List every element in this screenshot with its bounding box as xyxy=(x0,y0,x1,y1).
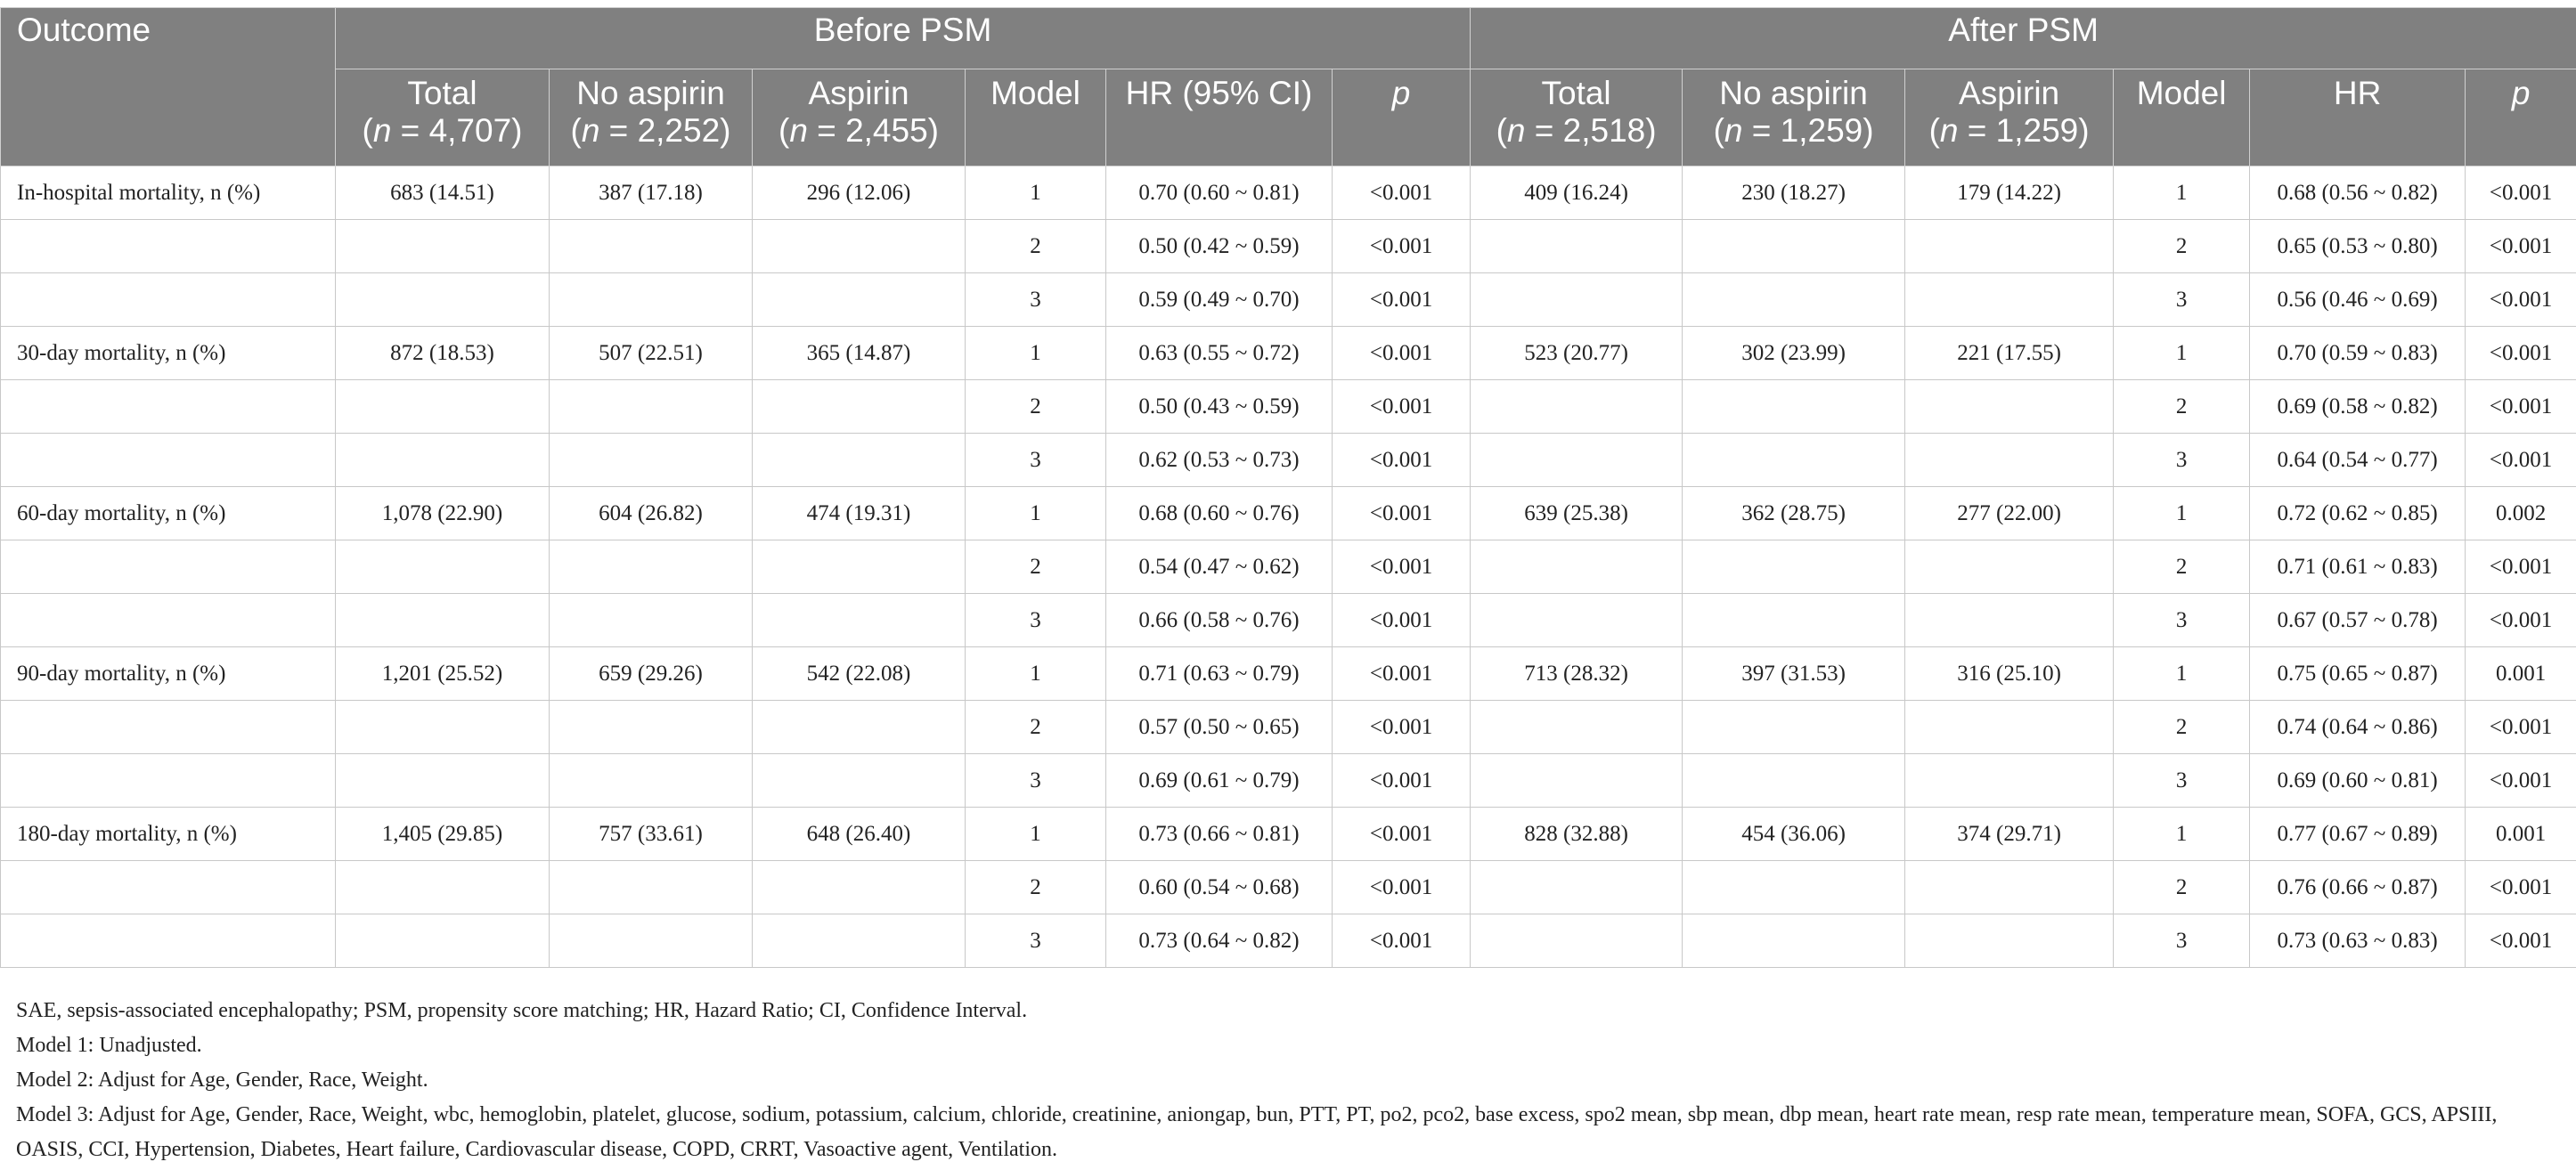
after-model-cell: 2 xyxy=(2114,380,2250,434)
after-aspirin-cell: 277 (22.00) xyxy=(1905,487,2114,540)
outcome-cell xyxy=(1,540,336,594)
before-model-cell: 3 xyxy=(966,434,1106,487)
after-total-cell xyxy=(1471,273,1683,327)
before-no-aspirin-header: No aspirin (n = 2,252) xyxy=(550,69,753,167)
after-total-cell: 828 (32.88) xyxy=(1471,808,1683,861)
before-aspirin-cell xyxy=(753,540,966,594)
after-model-cell: 1 xyxy=(2114,167,2250,220)
after-model-cell: 3 xyxy=(2114,594,2250,647)
outcome-cell: 30-day mortality, n (%) xyxy=(1,327,336,380)
before-total-cell xyxy=(336,754,550,808)
table-row xyxy=(1,167,2576,220)
before-psm-header: Before PSM xyxy=(336,8,1471,69)
before-model-cell: 2 xyxy=(966,861,1106,914)
after-model-cell: 3 xyxy=(2114,273,2250,327)
after-hr-cell: 0.75 (0.65 ~ 0.87) xyxy=(2250,647,2466,701)
footnote-model-1: Model 1: Unadjusted. xyxy=(16,1034,202,1057)
after-no-aspirin-cell xyxy=(1683,594,1905,647)
after-aspirin-cell xyxy=(1905,380,2114,434)
before-total-cell xyxy=(336,701,550,754)
before-hr-cell: 0.63 (0.55 ~ 0.72) xyxy=(1106,327,1333,380)
after-aspirin-cell xyxy=(1905,594,2114,647)
before-total-cell: 1,405 (29.85) xyxy=(336,808,550,861)
before-total-cell xyxy=(336,540,550,594)
before-hr-cell: 0.71 (0.63 ~ 0.79) xyxy=(1106,647,1333,701)
after-hr-cell: 0.74 (0.64 ~ 0.86) xyxy=(2250,701,2466,754)
after-aspirin-header: Aspirin (n = 1,259) xyxy=(1905,69,2114,167)
before-p-cell: <0.001 xyxy=(1333,914,1471,968)
after-no-aspirin-cell xyxy=(1683,701,1905,754)
after-aspirin-cell: 179 (14.22) xyxy=(1905,167,2114,220)
after-p-cell: 0.002 xyxy=(2466,487,2576,540)
after-model-cell: 1 xyxy=(2114,808,2250,861)
before-total-cell xyxy=(336,434,550,487)
before-p-cell: <0.001 xyxy=(1333,701,1471,754)
outcome-cell: 90-day mortality, n (%) xyxy=(1,647,336,701)
table-row xyxy=(1,647,2576,701)
before-total-cell xyxy=(336,220,550,273)
before-aspirin-cell xyxy=(753,220,966,273)
table-row xyxy=(1,540,2576,594)
footnote-model-3: Model 3: Adjust for Age, Gender, Race, Weight, wbc, hemoglobin, platelet, glucose, sodium, potassium, calcium, chloride, creatinine, aniongap, bun, PTT, PT, po2, pco2, base excess, spo2 mean, sbp mean, dbp mean, heart rate mean, resp rate mean, temperature mean, SOFA, GCS, APSIII, OASIS, CCI, Hypertension, Diabetes, Heart failure, Cardiovascular disease, COPD, CRRT, Vasoactive agent, Ventilation. xyxy=(16,1103,2498,1161)
before-total-cell xyxy=(336,861,550,914)
after-total-cell xyxy=(1471,861,1683,914)
before-p-cell: <0.001 xyxy=(1333,647,1471,701)
table-header xyxy=(1,8,2576,167)
after-model-cell: 2 xyxy=(2114,540,2250,594)
outcome-cell xyxy=(1,434,336,487)
before-hr-cell: 0.73 (0.66 ~ 0.81) xyxy=(1106,808,1333,861)
before-model-cell: 1 xyxy=(966,167,1106,220)
after-psm-header: After PSM xyxy=(1471,8,2576,69)
before-p-cell: <0.001 xyxy=(1333,273,1471,327)
before-no-aspirin-cell xyxy=(550,273,753,327)
after-no-aspirin-cell xyxy=(1683,754,1905,808)
after-hr-cell: 0.69 (0.58 ~ 0.82) xyxy=(2250,380,2466,434)
after-no-aspirin-header: No aspirin (n = 1,259) xyxy=(1683,69,1905,167)
after-no-aspirin-cell xyxy=(1683,220,1905,273)
before-total-cell xyxy=(336,594,550,647)
table-row xyxy=(1,701,2576,754)
after-hr-cell: 0.68 (0.56 ~ 0.82) xyxy=(2250,167,2466,220)
before-hr-cell: 0.59 (0.49 ~ 0.70) xyxy=(1106,273,1333,327)
after-hr-cell: 0.77 (0.67 ~ 0.89) xyxy=(2250,808,2466,861)
after-hr-cell: 0.70 (0.59 ~ 0.83) xyxy=(2250,327,2466,380)
table-row xyxy=(1,754,2576,808)
before-aspirin-cell xyxy=(753,701,966,754)
after-hr-cell: 0.69 (0.60 ~ 0.81) xyxy=(2250,754,2466,808)
after-total-n: (n = 2,518) xyxy=(1496,112,1657,149)
before-p-cell: <0.001 xyxy=(1333,754,1471,808)
before-hr-cell: 0.62 (0.53 ~ 0.73) xyxy=(1106,434,1333,487)
before-p-cell: <0.001 xyxy=(1333,540,1471,594)
before-model-cell: 3 xyxy=(966,594,1106,647)
outcome-cell xyxy=(1,701,336,754)
table-row xyxy=(1,220,2576,273)
before-model-cell: 1 xyxy=(966,808,1106,861)
before-aspirin-cell xyxy=(753,914,966,968)
before-aspirin-cell: 474 (19.31) xyxy=(753,487,966,540)
after-p-cell: <0.001 xyxy=(2466,540,2576,594)
after-aspirin-cell: 316 (25.10) xyxy=(1905,647,2114,701)
before-total-cell: 1,201 (25.52) xyxy=(336,647,550,701)
before-no-aspirin-cell xyxy=(550,220,753,273)
after-hr-cell: 0.56 (0.46 ~ 0.69) xyxy=(2250,273,2466,327)
outcome-cell xyxy=(1,380,336,434)
after-model-header: Model xyxy=(2114,69,2250,167)
after-p-cell: <0.001 xyxy=(2466,861,2576,914)
after-model-cell: 1 xyxy=(2114,487,2250,540)
after-hr-cell: 0.72 (0.62 ~ 0.85) xyxy=(2250,487,2466,540)
before-aspirin-cell: 296 (12.06) xyxy=(753,167,966,220)
before-p-cell: <0.001 xyxy=(1333,808,1471,861)
before-no-aspirin-cell xyxy=(550,701,753,754)
after-aspirin-cell xyxy=(1905,434,2114,487)
outcome-cell xyxy=(1,914,336,968)
after-p-header: p xyxy=(2466,69,2576,167)
after-model-cell: 3 xyxy=(2114,434,2250,487)
after-p-cell: 0.001 xyxy=(2466,647,2576,701)
before-no-aspirin-cell: 757 (33.61) xyxy=(550,808,753,861)
before-total-cell: 1,078 (22.90) xyxy=(336,487,550,540)
before-aspirin-cell xyxy=(753,861,966,914)
before-hr-cell: 0.68 (0.60 ~ 0.76) xyxy=(1106,487,1333,540)
before-no-aspirin-cell xyxy=(550,594,753,647)
after-total-cell xyxy=(1471,540,1683,594)
after-model-cell: 2 xyxy=(2114,861,2250,914)
before-aspirin-cell: 542 (22.08) xyxy=(753,647,966,701)
before-model-cell: 2 xyxy=(966,220,1106,273)
table-row xyxy=(1,487,2576,540)
before-model-cell: 1 xyxy=(966,487,1106,540)
outcome-cell: 180-day mortality, n (%) xyxy=(1,808,336,861)
after-aspirin-cell xyxy=(1905,220,2114,273)
after-p-cell: 0.001 xyxy=(2466,808,2576,861)
after-p-cell: <0.001 xyxy=(2466,754,2576,808)
before-total-n: (n = 4,707) xyxy=(362,112,523,149)
before-no-aspirin-n: (n = 2,252) xyxy=(570,112,731,149)
outcome-cell: 60-day mortality, n (%) xyxy=(1,487,336,540)
after-total-cell xyxy=(1471,434,1683,487)
after-no-aspirin-cell: 302 (23.99) xyxy=(1683,327,1905,380)
before-hr-cell: 0.69 (0.61 ~ 0.79) xyxy=(1106,754,1333,808)
before-p-cell: <0.001 xyxy=(1333,434,1471,487)
table-row xyxy=(1,914,2576,968)
before-total-cell: 872 (18.53) xyxy=(336,327,550,380)
after-aspirin-cell xyxy=(1905,273,2114,327)
before-no-aspirin-cell: 659 (29.26) xyxy=(550,647,753,701)
before-aspirin-cell xyxy=(753,754,966,808)
before-hr-cell: 0.70 (0.60 ~ 0.81) xyxy=(1106,167,1333,220)
before-p-cell: <0.001 xyxy=(1333,220,1471,273)
after-no-aspirin-cell xyxy=(1683,273,1905,327)
after-p-cell: <0.001 xyxy=(2466,220,2576,273)
after-model-cell: 1 xyxy=(2114,647,2250,701)
before-aspirin-cell: 365 (14.87) xyxy=(753,327,966,380)
after-total-cell: 409 (16.24) xyxy=(1471,167,1683,220)
before-model-cell: 3 xyxy=(966,914,1106,968)
before-no-aspirin-cell: 507 (22.51) xyxy=(550,327,753,380)
before-total-header: Total (n = 4,707) xyxy=(336,69,550,167)
before-no-aspirin-cell xyxy=(550,914,753,968)
after-p-cell: <0.001 xyxy=(2466,327,2576,380)
before-model-cell: 3 xyxy=(966,754,1106,808)
before-p-cell: <0.001 xyxy=(1333,487,1471,540)
outcome-cell xyxy=(1,861,336,914)
before-p-header: p xyxy=(1333,69,1471,167)
outcome-cell xyxy=(1,220,336,273)
table-body xyxy=(1,167,2576,968)
after-no-aspirin-cell xyxy=(1683,380,1905,434)
after-no-aspirin-cell xyxy=(1683,540,1905,594)
after-no-aspirin-cell xyxy=(1683,914,1905,968)
before-total-cell xyxy=(336,273,550,327)
after-total-cell xyxy=(1471,914,1683,968)
before-hr-cell: 0.54 (0.47 ~ 0.62) xyxy=(1106,540,1333,594)
after-aspirin-cell: 221 (17.55) xyxy=(1905,327,2114,380)
before-aspirin-cell xyxy=(753,380,966,434)
after-total-cell: 713 (28.32) xyxy=(1471,647,1683,701)
after-no-aspirin-cell xyxy=(1683,861,1905,914)
after-hr-cell: 0.65 (0.53 ~ 0.80) xyxy=(2250,220,2466,273)
before-p-cell: <0.001 xyxy=(1333,380,1471,434)
after-no-aspirin-n: (n = 1,259) xyxy=(1713,112,1874,149)
after-p-cell: <0.001 xyxy=(2466,434,2576,487)
after-total-header: Total (n = 2,518) xyxy=(1471,69,1683,167)
after-aspirin-cell: 374 (29.71) xyxy=(1905,808,2114,861)
after-aspirin-cell xyxy=(1905,754,2114,808)
after-model-cell: 1 xyxy=(2114,327,2250,380)
before-hr-cell: 0.73 (0.64 ~ 0.82) xyxy=(1106,914,1333,968)
before-p-cell: <0.001 xyxy=(1333,861,1471,914)
before-aspirin-cell xyxy=(753,434,966,487)
after-no-aspirin-cell xyxy=(1683,434,1905,487)
before-model-cell: 1 xyxy=(966,327,1106,380)
footnote-abbreviations: SAE, sepsis-associated encephalopathy; PSM, propensity score matching; HR, Hazard Ratio; CI, Confidence Interval. xyxy=(16,999,1028,1022)
after-aspirin-cell xyxy=(1905,701,2114,754)
before-no-aspirin-cell xyxy=(550,380,753,434)
outcome-header: Outcome xyxy=(1,8,336,167)
after-total-cell: 639 (25.38) xyxy=(1471,487,1683,540)
after-no-aspirin-cell: 397 (31.53) xyxy=(1683,647,1905,701)
before-hr-cell: 0.57 (0.50 ~ 0.65) xyxy=(1106,701,1333,754)
after-total-cell xyxy=(1471,220,1683,273)
after-no-aspirin-cell: 362 (28.75) xyxy=(1683,487,1905,540)
before-aspirin-header: Aspirin (n = 2,455) xyxy=(753,69,966,167)
after-aspirin-cell xyxy=(1905,861,2114,914)
after-model-cell: 2 xyxy=(2114,220,2250,273)
table-row xyxy=(1,434,2576,487)
before-no-aspirin-cell: 387 (17.18) xyxy=(550,167,753,220)
after-aspirin-n: (n = 1,259) xyxy=(1928,112,2090,149)
before-total-cell: 683 (14.51) xyxy=(336,167,550,220)
table-row xyxy=(1,808,2576,861)
after-total-cell xyxy=(1471,754,1683,808)
outcome-cell: In-hospital mortality, n (%) xyxy=(1,167,336,220)
before-no-aspirin-cell: 604 (26.82) xyxy=(550,487,753,540)
after-hr-cell: 0.64 (0.54 ~ 0.77) xyxy=(2250,434,2466,487)
results-table xyxy=(0,7,2576,968)
outcome-cell xyxy=(1,594,336,647)
after-hr-cell: 0.67 (0.57 ~ 0.78) xyxy=(2250,594,2466,647)
after-hr-cell: 0.73 (0.63 ~ 0.83) xyxy=(2250,914,2466,968)
before-hr-cell: 0.50 (0.42 ~ 0.59) xyxy=(1106,220,1333,273)
table-row xyxy=(1,861,2576,914)
after-total-cell xyxy=(1471,701,1683,754)
before-total-cell xyxy=(336,380,550,434)
before-aspirin-cell xyxy=(753,594,966,647)
before-no-aspirin-cell xyxy=(550,754,753,808)
after-p-cell: <0.001 xyxy=(2466,380,2576,434)
table-row xyxy=(1,594,2576,647)
after-total-cell xyxy=(1471,380,1683,434)
after-p-cell: <0.001 xyxy=(2466,701,2576,754)
after-p-cell: <0.001 xyxy=(2466,914,2576,968)
after-p-cell: <0.001 xyxy=(2466,273,2576,327)
after-p-cell: <0.001 xyxy=(2466,594,2576,647)
before-model-header: Model xyxy=(966,69,1106,167)
before-no-aspirin-cell xyxy=(550,434,753,487)
footnote-model-2: Model 2: Adjust for Age, Gender, Race, Weight. xyxy=(16,1068,428,1092)
table-footnotes xyxy=(16,994,2564,1167)
table-row xyxy=(1,380,2576,434)
after-total-cell: 523 (20.77) xyxy=(1471,327,1683,380)
after-model-cell: 3 xyxy=(2114,754,2250,808)
after-no-aspirin-cell: 230 (18.27) xyxy=(1683,167,1905,220)
outcome-cell xyxy=(1,754,336,808)
after-p-cell: <0.001 xyxy=(2466,167,2576,220)
before-hr-header: HR (95% CI) xyxy=(1106,69,1333,167)
before-aspirin-cell xyxy=(753,273,966,327)
after-aspirin-cell xyxy=(1905,540,2114,594)
after-hr-cell: 0.71 (0.61 ~ 0.83) xyxy=(2250,540,2466,594)
before-hr-cell: 0.66 (0.58 ~ 0.76) xyxy=(1106,594,1333,647)
outcome-cell xyxy=(1,273,336,327)
after-model-cell: 3 xyxy=(2114,914,2250,968)
before-no-aspirin-cell xyxy=(550,540,753,594)
after-hr-cell: 0.76 (0.66 ~ 0.87) xyxy=(2250,861,2466,914)
table-row xyxy=(1,273,2576,327)
before-model-cell: 2 xyxy=(966,380,1106,434)
before-model-cell: 2 xyxy=(966,701,1106,754)
after-total-cell xyxy=(1471,594,1683,647)
before-total-cell xyxy=(336,914,550,968)
before-model-cell: 3 xyxy=(966,273,1106,327)
before-no-aspirin-cell xyxy=(550,861,753,914)
table-row xyxy=(1,327,2576,380)
after-no-aspirin-cell: 454 (36.06) xyxy=(1683,808,1905,861)
before-aspirin-cell: 648 (26.40) xyxy=(753,808,966,861)
before-hr-cell: 0.50 (0.43 ~ 0.59) xyxy=(1106,380,1333,434)
before-p-cell: <0.001 xyxy=(1333,327,1471,380)
before-model-cell: 2 xyxy=(966,540,1106,594)
before-hr-cell: 0.60 (0.54 ~ 0.68) xyxy=(1106,861,1333,914)
before-aspirin-n: (n = 2,455) xyxy=(779,112,939,149)
before-model-cell: 1 xyxy=(966,647,1106,701)
before-p-cell: <0.001 xyxy=(1333,167,1471,220)
after-hr-header: HR xyxy=(2250,69,2466,167)
after-aspirin-cell xyxy=(1905,914,2114,968)
before-p-cell: <0.001 xyxy=(1333,594,1471,647)
after-model-cell: 2 xyxy=(2114,701,2250,754)
